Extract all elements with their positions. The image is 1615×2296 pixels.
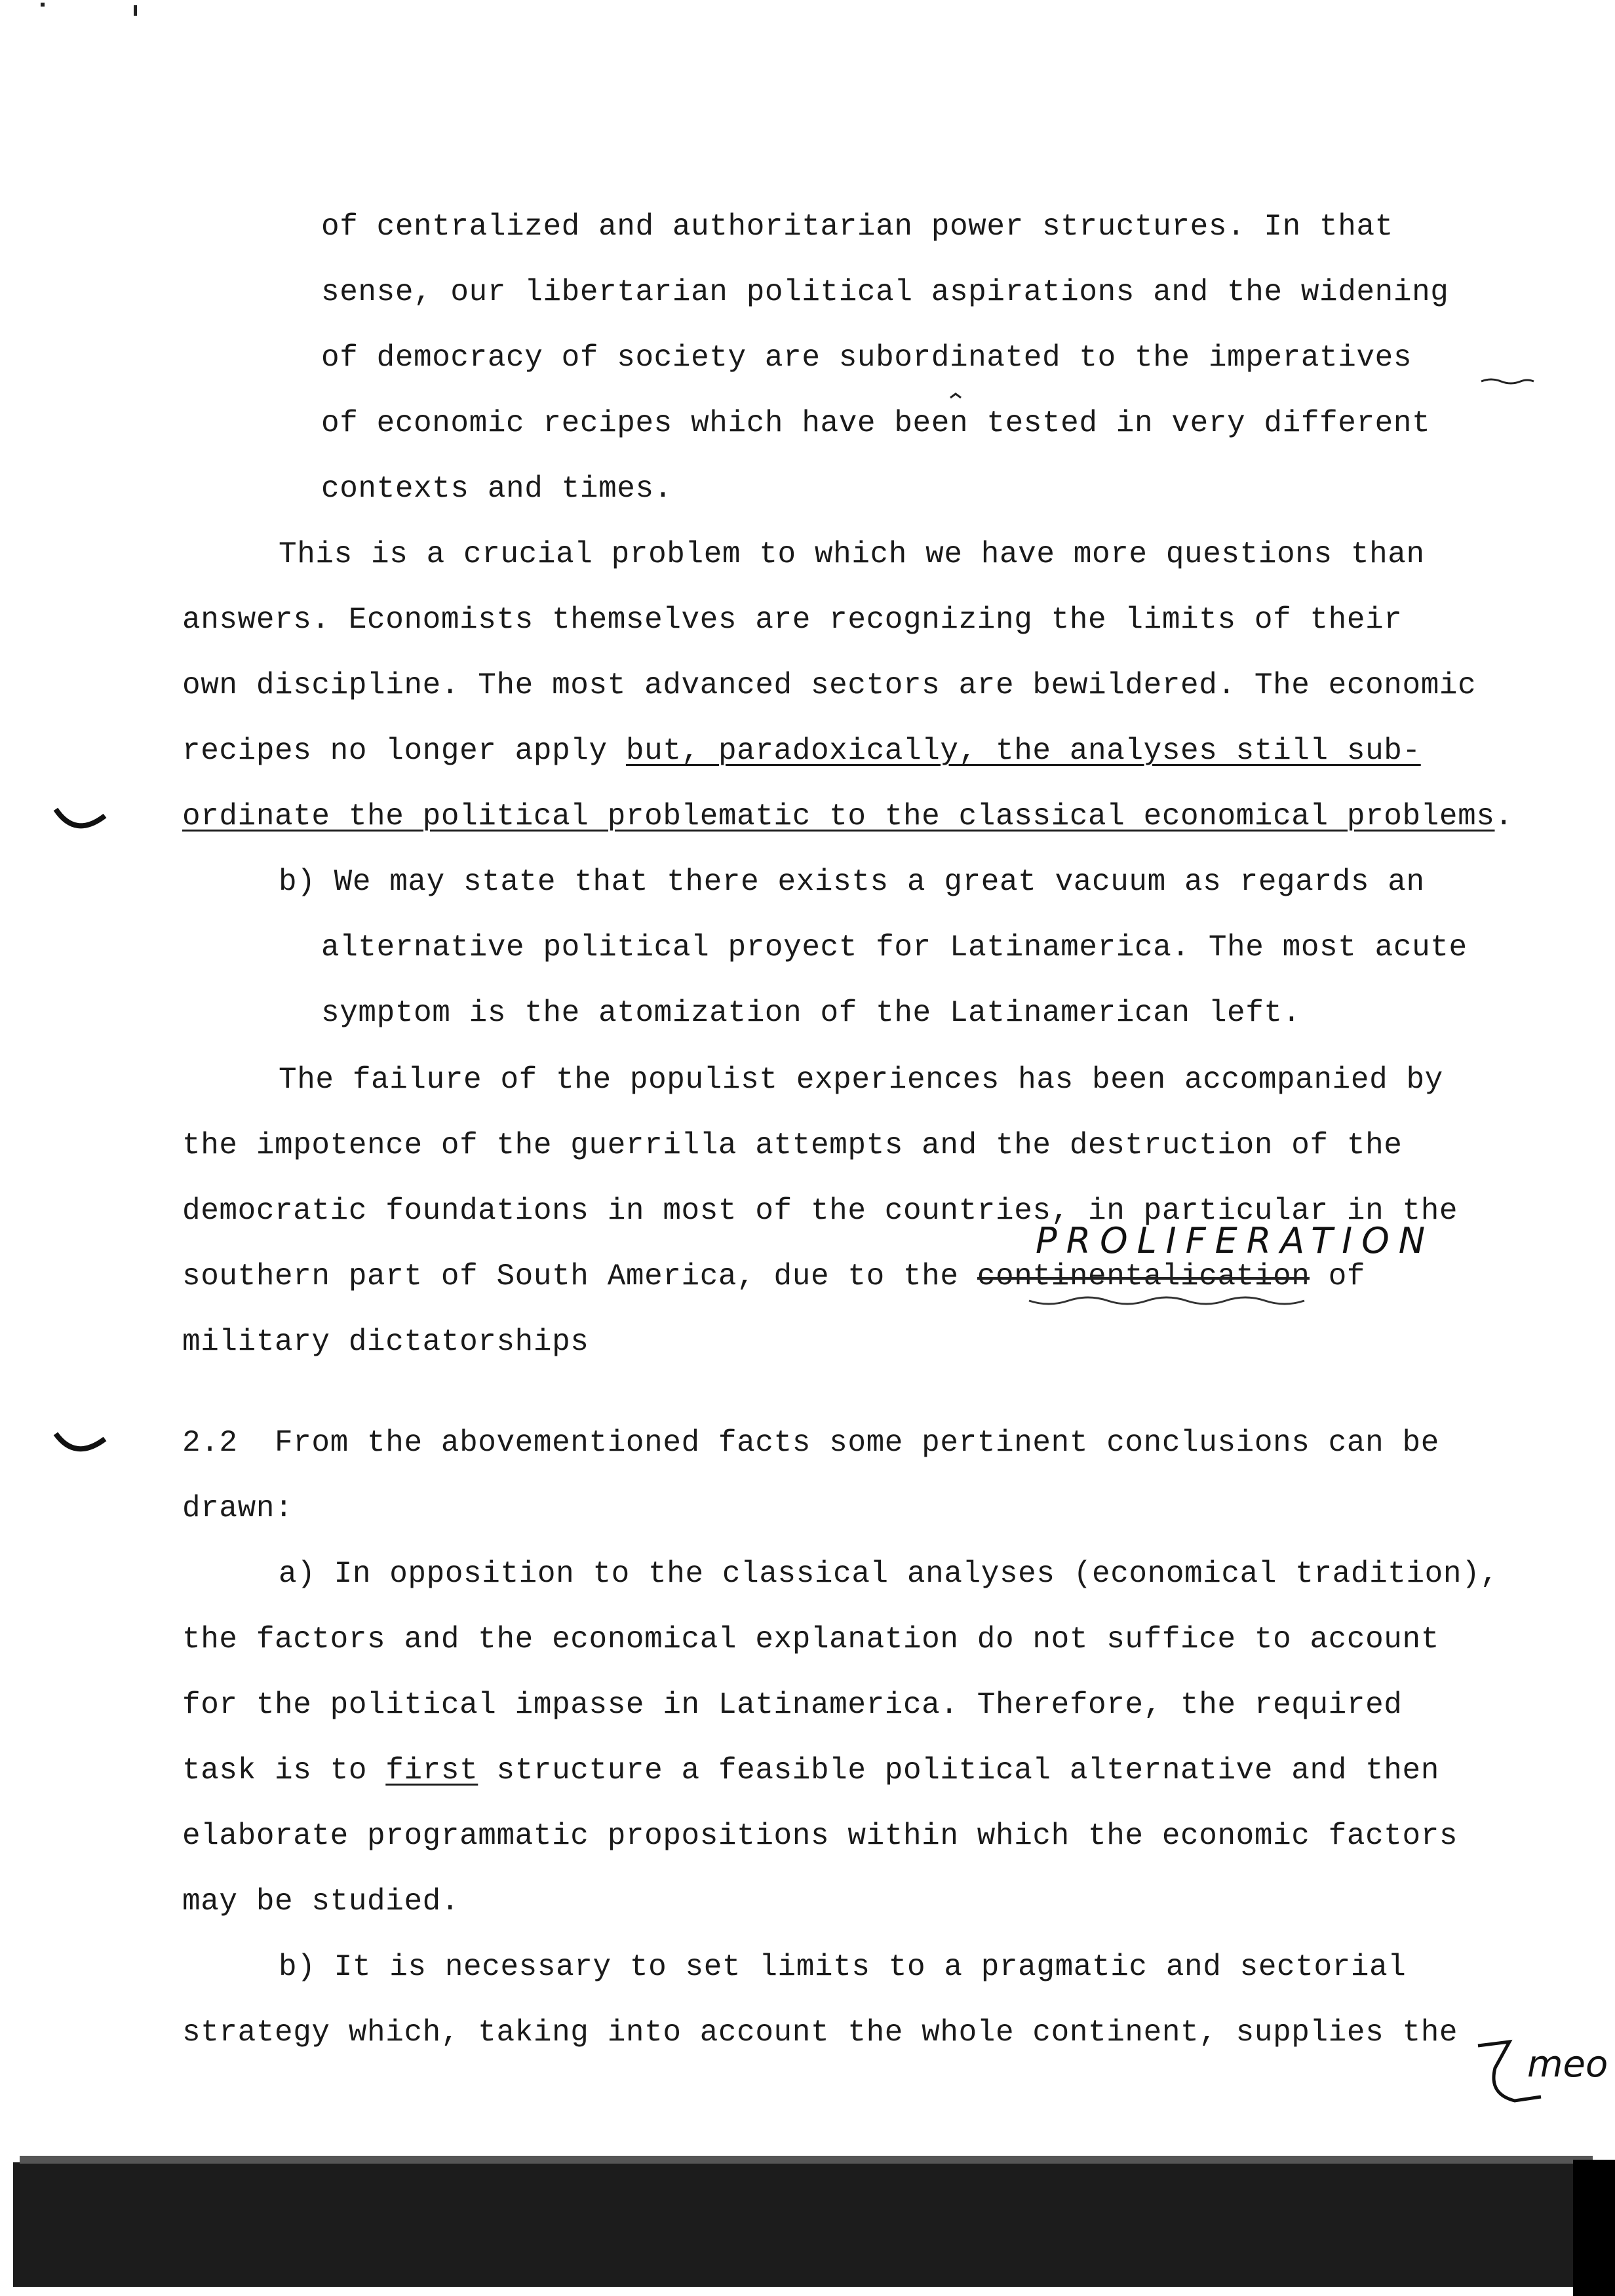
- handwritten-insertion: PROLIFERATION: [1036, 1220, 1435, 1261]
- text-line: drawn:: [182, 1491, 294, 1525]
- scan-shadow-band: [13, 2162, 1599, 2287]
- text-line: democratic foundations in most of the countries, in particular in the: [182, 1194, 1458, 1228]
- text-segment: task is to: [182, 1753, 386, 1788]
- text-segment: southern part of South America, due to the: [182, 1259, 977, 1293]
- underlined-text: first: [385, 1753, 478, 1788]
- margin-note-hook: [1478, 2042, 1541, 2101]
- text-line: of democracy of society are subordinated to the imperatives: [321, 341, 1412, 375]
- text-line: This is a crucial problem to which we have more questions than: [279, 537, 1425, 571]
- text-line: contexts and times.: [321, 472, 672, 506]
- text-line: b) We may state that there exists a great vacuum as regards an: [279, 865, 1425, 899]
- margin-check-mark-1: [56, 809, 105, 826]
- text-line: of economic recipes which have been tested in very different: [321, 406, 1431, 440]
- text-line: alternative political proyect for Latinamerica. The most acute: [321, 930, 1468, 965]
- text-line: own discipline. The most advanced sectors are bewildered. The economic: [182, 668, 1477, 702]
- section-heading-line: 2.2 From the abovementioned facts some pertinent conclusions can be: [182, 1426, 1439, 1460]
- struck-out-text: continentalication: [977, 1259, 1310, 1293]
- text-line: military dictatorships: [182, 1325, 589, 1359]
- text-line: may be studied.: [182, 1885, 460, 1919]
- text-line: answers. Economists themselves are recognizing the limits of their: [182, 603, 1403, 637]
- handwritten-margin-note: meo: [1527, 2043, 1608, 2086]
- text-line: of centralized and authoritarian power structures. In that: [321, 210, 1393, 244]
- text-line: elaborate programmatic propositions within which the economic factors: [182, 1819, 1458, 1853]
- text-line: The failure of the populist experiences has been accompanied by: [279, 1063, 1443, 1097]
- text-line: for the political impasse in Latinamerica. Therefore, the required: [182, 1688, 1403, 1722]
- text-line: symptom is the atomization of the Latinamerican left.: [321, 996, 1301, 1030]
- text-line: the factors and the economical explanation do not suffice to account: [182, 1622, 1439, 1656]
- text-segment: structure a feasible political alternative and then: [478, 1753, 1439, 1788]
- text-line: the impotence of the guerrilla attempts and the destruction of the: [182, 1128, 1403, 1162]
- margin-check-mark-2: [56, 1434, 105, 1449]
- text-line: b) It is necessary to set limits to a pragmatic and sectorial: [279, 1950, 1407, 1984]
- underlined-text: ordinate the political problematic to the classical economical problems: [182, 799, 1495, 833]
- text-line: a) In opposition to the classical analyses (economical tradition),: [279, 1557, 1499, 1591]
- text-line: strategy which, taking into account the whole continent, supplies the: [182, 2016, 1458, 2050]
- text-segment: recipes no longer apply: [182, 734, 626, 768]
- pen-caret: [950, 394, 961, 398]
- text-segment: of: [1310, 1259, 1366, 1293]
- underlined-text: but, paradoxically, the analyses still sub-: [625, 734, 1421, 768]
- wavy-underline: [1029, 1297, 1304, 1304]
- text-line: sense, our libertarian political aspirations and the widening: [321, 275, 1449, 309]
- pen-squiggle: [1481, 379, 1534, 383]
- text-segment: .: [1494, 799, 1513, 833]
